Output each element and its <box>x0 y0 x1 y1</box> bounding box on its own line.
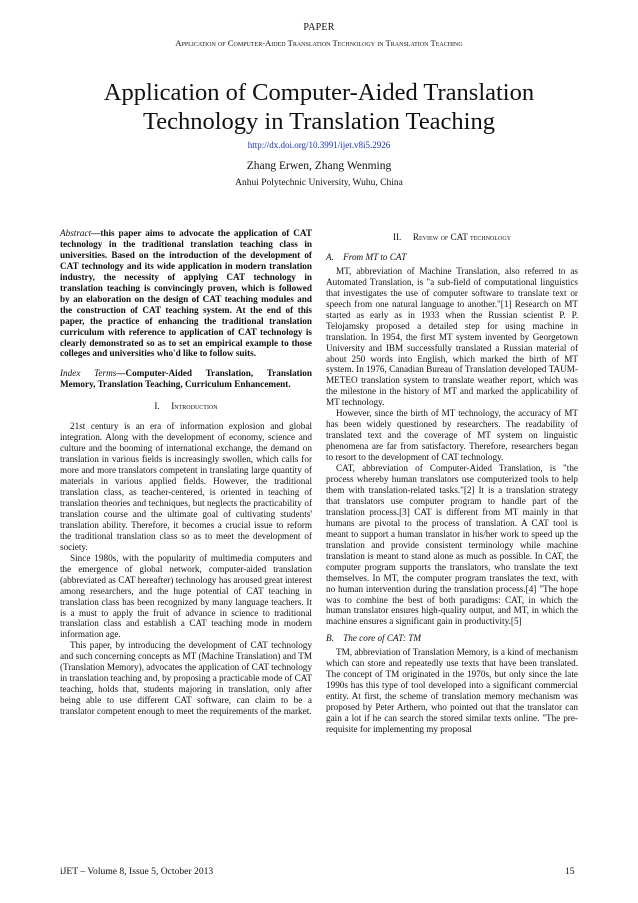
section-heading-introduction: I. Introduction <box>154 401 218 412</box>
intro-paragraph-2: Since 1980s, with the popularity of multimedia computers and the emergence of global network, computer-aided translation (abbreviated as CAT hereafter) technology has aroused great interest among researchers, and the huge potential of CAT teaching in translation class has been recognized by many language teachers. It is a must to apply the fruit of advance in science to traditional translation class and establish a CAT teaching mode in modern information age. <box>60 552 312 640</box>
header-label: PAPER <box>303 22 335 33</box>
paper-title: Application of Computer-Aided Translation Technology in Translation Teaching <box>103 79 535 135</box>
footer-page-number: 15 <box>565 866 575 877</box>
review-b-paragraph-1: TM, abbreviation of Translation Memory, is a kind of mechanism which can store and repeatedly use texts that have been translated. The concept of TM originated in the 1970s, but only since the late 1990s has this type of tool developed into a significant commercial entity. At first, the scheme of translation memory mechanism was proposed by Peter Arthern, who pointed out that the translator can gain a lot if he can search the stored similar texts online. "The pre-requisite for implementing my proposal <box>326 647 578 734</box>
doi-link[interactable]: http://dx.doi.org/10.3991/ijet.v8i5.2926 <box>247 140 391 150</box>
review-a-paragraph-3: CAT, abbreviation of Computer-Aided Translation, is "the process whereby human translators use computerized tools to help them with translation-related tasks."[2] It is a translation strategy that translators use computer program to handle part of the translation process.[3] CAT is different from MT mainly in that humans are pivotal to the process of translation. A CAT tool is meant to support a human translator in his/her work to speed up the translation and provide consistent terminology while machine translation is meant to stand alone as much as possible. In CAT, the computer program supports the translators, who translate the text themselves. In MT, the computer program translates the text, with no human intervention during the translation process.[4] "The hope was to combine the best of both paradigms: CAT, in which the human translator ensures high-quality output, and MT, in which the machine ensures a significant gain in productivity.[5] <box>326 463 578 627</box>
index-terms <box>60 368 312 390</box>
footer-journal: iJET – Volume 8, Issue 5, October 2013 <box>60 866 214 877</box>
abstract-text: —this paper aims to advocate the application of CAT technology in the traditional translation teaching class in universities. Based on the introduction of the development of CAT technology and its wide application in modern translation industry, the necessity of applying CAT technology in translation teaching is convincingly proven, which is followed by an elaboration on the design of CAT teaching modules and the construction of CAT teaching system. At the end of this paper, the practice of enhancing the traditional translation curriculum with reference to application of CAT technology is clearly demonstrated so as to set an empirical example to those colleges and universities who'd like to follow suits. <box>60 228 312 359</box>
running-title: Application of Computer-Aided Translation Technology in Translation Teaching <box>175 38 463 48</box>
intro-paragraph-3: This paper, by introducing the development of CAT technology and such concerning concepts as MT (Machine Translation) and TM (Translation Memory), advocates the application of CAT technology in translation teaching and, by proposing a practicable mode of CAT teaching, holds that, students majoring in translation, only after being able to use different CAT software, can claim to be a translator competent enough to meet the requirements of the market. <box>60 640 312 717</box>
section-heading-review: II. Review of CAT technology <box>392 232 512 242</box>
index-terms-text: —Computer-Aided Translation, Translation Memory, Translation Teaching, Curriculum Enhancement. <box>60 368 312 390</box>
index-terms-lead: Index Terms <box>60 368 117 379</box>
abstract <box>60 228 312 359</box>
left-column <box>60 228 312 717</box>
review-a-paragraph-2: However, since the birth of MT technology, the accuracy of MT has been widely questioned by researchers. The readability of translated text and the coverage of MT system on linguistic phenomena are far from satisfactory. Therefore, researchers began to resort to the development of CAT technology. <box>326 408 578 463</box>
authors: Zhang Erwen, Zhang Wenming <box>246 160 392 172</box>
subsection-heading-b: B. The core of CAT: TM <box>326 633 422 644</box>
review-a-paragraph-1: MT, abbreviation of Machine Translation, also referred to as Automated Translation, is "a sub-field of computational linguistics that investigates the use of computer software to translate text or speech from one natural language to another."[1] Research on MT started as early as in 1933 when the Russian scientist P. P. Telojamsky proposed a detailed step for using machine in translation. In 1954, the first MT system invented by Georgetown University and IBM successfully translated a Russian material of about 250 words into English, which marked the birth of MT system. In 1976, Canadian Bureau of Translation developed TAUM-METEO translation system to translate weather report, which was the milestone in the history of MT and marked the applicability of MT technology. <box>326 265 578 408</box>
right-column <box>326 232 578 735</box>
abstract-lead: Abstract <box>60 228 92 238</box>
affiliation: Anhui Polytechnic University, Wuhu, China <box>235 178 403 188</box>
intro-paragraph-1: 21st century is an era of information explosion and global integration. Along with the development of economy, science and culture and the booming of international exchange, the demand on translation in various fields is increasingly swollen, which calls for more and more translators competent in translating large quantity of materials in various applied fields. However, the traditional translation class, as teacher-centered, is oriented in teaching of translation theories and techniques, but neglects the practicability of translation course and the ultimate goal of cultivating students' translation ability. Therefore, it becomes a crucial issue to reform the traditional translation class so as to meet the development of society. <box>60 421 312 552</box>
subsection-heading-a: A. From MT to CAT <box>326 251 407 262</box>
